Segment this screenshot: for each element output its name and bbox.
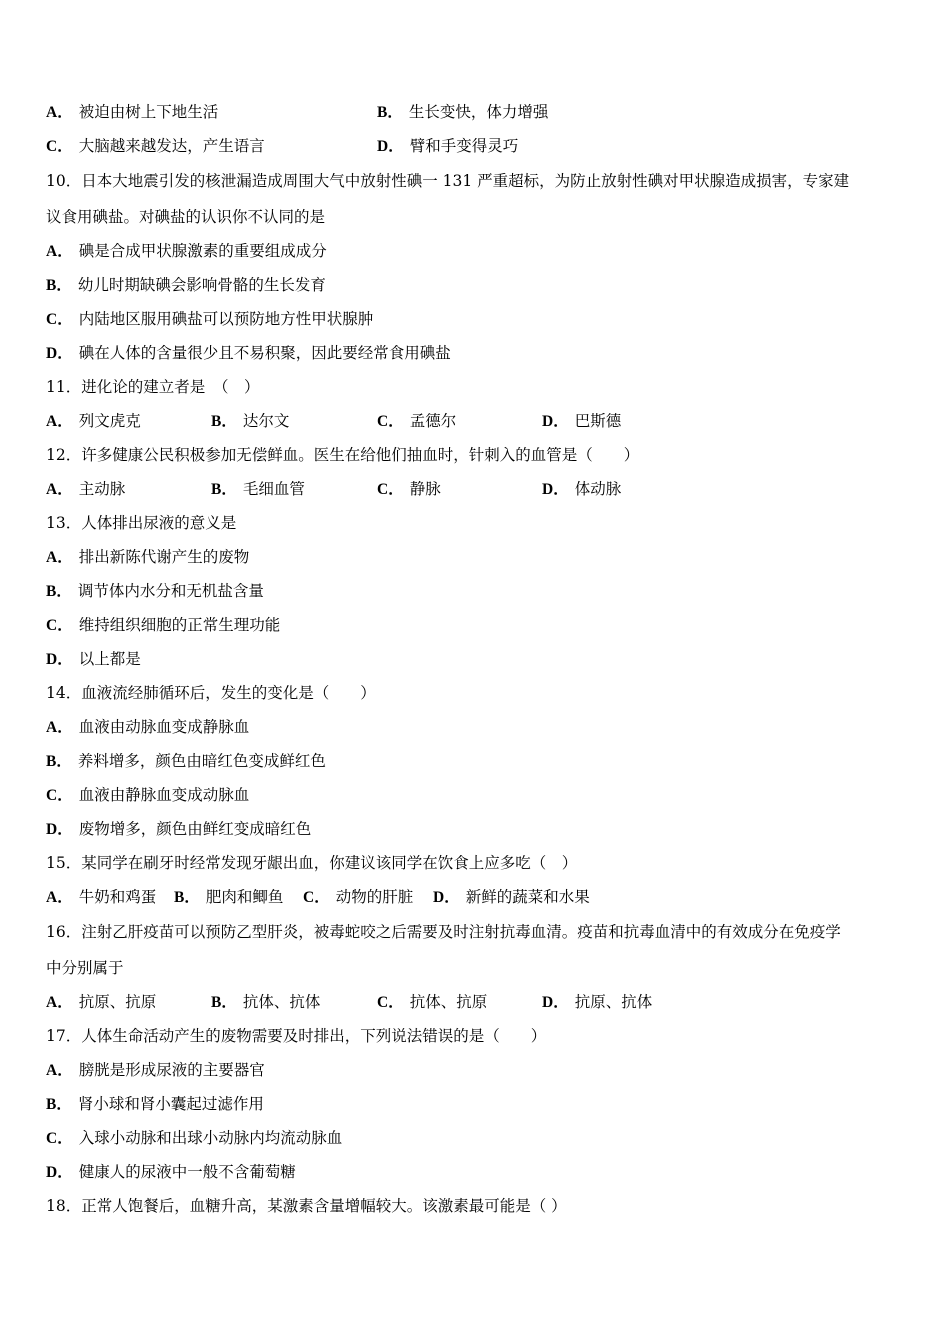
q16-option-b: B． 抗体、抗体	[211, 993, 321, 1011]
q9-option-a: A． 被迫由树上下地生活	[46, 103, 219, 121]
q17-option-b: B． 肾小球和肾小囊起过滤作用	[46, 1095, 264, 1113]
q14-option-c: C． 血液由静脉血变成动脉血	[46, 786, 250, 804]
q13-stem: 13．人体排出尿液的意义是	[46, 514, 237, 532]
q12-option-a: A． 主动脉	[46, 480, 126, 498]
q15-option-a: A． 牛奶和鸡蛋	[46, 888, 157, 906]
q15-option-c: C． 动物的肝脏	[303, 888, 414, 906]
q12-option-c: C． 静脉	[377, 480, 441, 498]
q17-option-c: C． 入球小动脉和出球小动脉内均流动脉血	[46, 1129, 343, 1147]
q14-stem: 14．血液流经肺循环后，发生的变化是（ ）	[46, 684, 376, 702]
q13-option-d: D． 以上都是	[46, 650, 141, 668]
q9-option-d: D． 臂和手变得灵巧	[377, 137, 519, 155]
q14-option-d: D． 废物增多，颜色由鲜红变成暗红色	[46, 820, 312, 838]
q10-option-b: B． 幼儿时期缺碘会影响骨骼的生长发育	[46, 276, 326, 294]
q15-stem: 15．某同学在刷牙时经常发现牙龈出血，你建议该同学在饮食上应多吃（ ）	[46, 854, 578, 872]
q15-option-b: B． 肥肉和鲫鱼	[174, 888, 284, 906]
q17-option-d: D． 健康人的尿液中一般不含葡萄糖	[46, 1163, 296, 1181]
q9-option-c: C． 大脑越来越发达，产生语言	[46, 137, 265, 155]
q12-stem: 12．许多健康公民积极参加无偿鲜血。医生在给他们抽血时，针刺入的血管是（ ）	[46, 446, 640, 464]
q14-option-a: A． 血液由动脉血变成静脉血	[46, 718, 250, 736]
q12-option-d: D． 体动脉	[542, 480, 622, 498]
q16-option-a: A． 抗原、抗原	[46, 993, 157, 1011]
q16-option-c: C． 抗体、抗原	[377, 993, 488, 1011]
q13-option-c: C． 维持组织细胞的正常生理功能	[46, 616, 281, 634]
q11-option-c: C． 孟德尔	[377, 412, 457, 430]
q13-option-b: B． 调节体内水分和无机盐含量	[46, 582, 264, 600]
q9-option-b: B． 生长变快，体力增强	[377, 103, 549, 121]
q16-stem-line1: 16．注射乙肝疫苗可以预防乙型肝炎，被毒蛇咬之后需要及时注射抗毒血清。疫苗和抗毒血清中的有效成分在免疫学	[46, 923, 841, 941]
q15-option-d: D． 新鲜的蔬菜和水果	[433, 888, 590, 906]
q17-option-a: A． 膀胱是形成尿液的主要器官	[46, 1061, 265, 1079]
q11-option-a: A． 列文虎克	[46, 412, 141, 430]
q14-option-b: B． 养料增多，颜色由暗红色变成鲜红色	[46, 752, 326, 770]
q13-option-a: A． 排出新陈代谢产生的废物	[46, 548, 250, 566]
q10-stem-line2: 议食用碘盐。对碘盐的认识你不认同的是	[46, 208, 326, 226]
q12-option-b: B． 毛细血管	[211, 480, 305, 498]
q10-option-a: A． 碘是合成甲状腺激素的重要组成成分	[46, 242, 327, 260]
q11-stem: 11．进化论的建立者是 （ ）	[46, 378, 260, 396]
q16-option-d: D． 抗原、抗体	[542, 993, 653, 1011]
q11-option-d: D． 巴斯德	[542, 412, 622, 430]
q10-stem-line1: 10．日本大地震引发的核泄漏造成周围大气中放射性碘一 131 严重超标，为防止放射性碘对甲状腺造成损害，专家建	[46, 172, 850, 190]
q16-stem-line2: 中分别属于	[46, 959, 124, 977]
q10-option-c: C． 内陆地区服用碘盐可以预防地方性甲状腺肿	[46, 310, 374, 328]
q11-option-b: B． 达尔文	[211, 412, 290, 430]
q17-stem: 17．人体生命活动产生的废物需要及时排出，下列说法错误的是（ ）	[46, 1027, 547, 1045]
q18-stem: 18．正常人饱餐后，血糖升高，某激素含量增幅较大。该激素最可能是（ ）	[46, 1197, 567, 1215]
q10-option-d: D． 碘在人体的含量很少且不易积聚，因此要经常食用碘盐	[46, 344, 451, 362]
